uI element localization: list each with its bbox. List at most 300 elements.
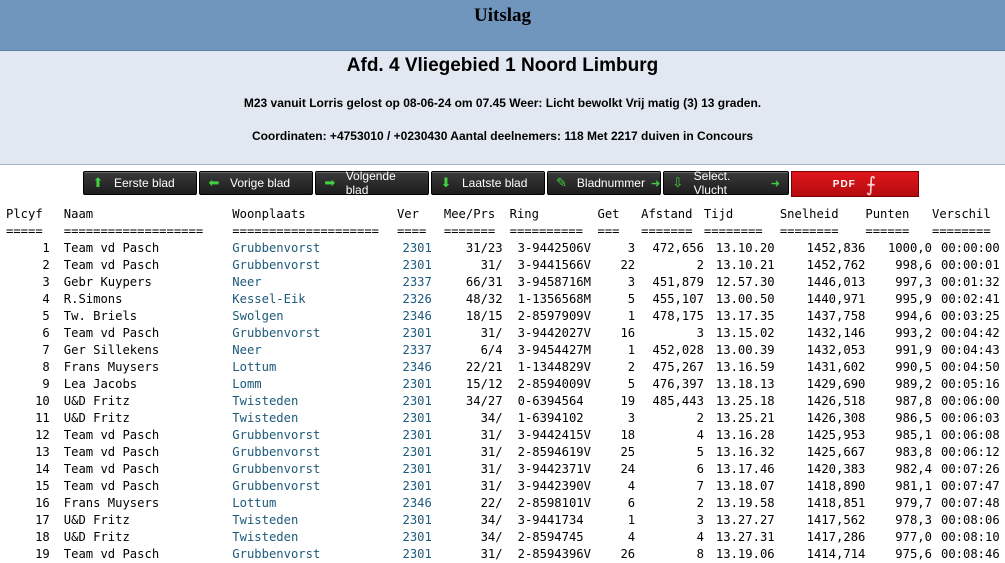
- cell-snelheid: 1432,053: [806, 343, 866, 357]
- cell-punten: 979,7: [895, 496, 932, 510]
- cell-verschil: 00:06:03: [940, 411, 1000, 425]
- cell-naam: U&D Fritz: [63, 530, 130, 544]
- cell-woonplaats[interactable]: Lottum: [232, 360, 277, 374]
- cell-tijd: 13.10.21: [715, 258, 775, 272]
- cell-plcyf: 9: [42, 377, 50, 391]
- cell-woonplaats[interactable]: Swolgen: [232, 309, 284, 323]
- cell-woonplaats[interactable]: Grubbenvorst: [232, 445, 321, 459]
- cell-ver[interactable]: 2301: [402, 394, 432, 408]
- cell-ring: 2-8594396V: [517, 547, 591, 561]
- pdf-icon: ⨍: [865, 173, 878, 196]
- cell-ver[interactable]: 2301: [402, 411, 432, 425]
- cell-punten: 977,0: [895, 530, 932, 544]
- cell-naam: R.Simons: [63, 292, 123, 306]
- cell-mee-prs: 34/27: [465, 394, 503, 408]
- cell-afstand: 485,443: [652, 394, 704, 408]
- cell-ring: 1-1356568M: [517, 292, 591, 306]
- cell-afstand: 476,397: [652, 377, 704, 391]
- cell-woonplaats[interactable]: Twisteden: [232, 513, 299, 527]
- cell-plcyf: 12: [35, 428, 50, 442]
- cell-ring: 3-9454427M: [517, 343, 591, 357]
- cell-punten: 1000,0: [887, 241, 932, 255]
- cell-woonplaats[interactable]: Grubbenvorst: [232, 479, 321, 493]
- cell-ver[interactable]: 2301: [402, 530, 432, 544]
- table-row[interactable]: [0, 546, 1005, 563]
- separator-get: ===: [597, 224, 620, 238]
- cell-ver[interactable]: 2337: [402, 343, 432, 357]
- cell-get: 5: [627, 292, 636, 306]
- last-page-label: Laatste blad: [462, 176, 528, 190]
- header-row: [0, 206, 1005, 223]
- cell-snelheid: 1417,286: [806, 530, 866, 544]
- race-info-panel: [0, 51, 1005, 165]
- cell-naam: Gebr Kuypers: [63, 275, 152, 289]
- cell-verschil: 00:07:47: [940, 479, 1000, 493]
- cell-get: 24: [620, 462, 636, 476]
- cell-punten: 986,5: [895, 411, 932, 425]
- pdf-button[interactable]: [791, 171, 919, 197]
- table-row[interactable]: [0, 495, 1005, 512]
- cell-plcyf: 16: [35, 496, 50, 510]
- cell-get: 18: [620, 428, 636, 442]
- cell-get: 19: [620, 394, 636, 408]
- cell-snelheid: 1452,762: [806, 258, 866, 272]
- cell-get: 16: [620, 326, 636, 340]
- table-row[interactable]: [0, 410, 1005, 427]
- wrench-icon: ✎: [556, 175, 567, 190]
- cell-punten: 997,3: [895, 275, 932, 289]
- cell-snelheid: 1437,758: [806, 309, 866, 323]
- cell-ring: 3-9442371V: [517, 462, 591, 476]
- page-number-label: Bladnummer: [576, 176, 645, 190]
- col-header-mee-prs: Mee/Prs: [443, 207, 496, 221]
- cell-snelheid: 1452,836: [806, 241, 866, 255]
- cell-verschil: 00:01:32: [940, 275, 1000, 289]
- cell-woonplaats[interactable]: Grubbenvorst: [232, 326, 321, 340]
- cell-afstand: 3: [696, 326, 704, 340]
- separator-snelheid: ========: [779, 224, 839, 238]
- race-heading: Afd. 4 Vliegebied 1 Noord Limburg: [346, 55, 659, 76]
- cell-mee-prs: 34/: [480, 513, 503, 527]
- cell-verschil: 00:02:41: [940, 292, 1000, 306]
- cell-plcyf: 17: [35, 513, 50, 527]
- cell-tijd: 13.19.06: [715, 547, 775, 561]
- col-header-ring: Ring: [509, 207, 539, 221]
- cell-tijd: 13.15.02: [715, 326, 775, 340]
- cell-get: 6: [627, 496, 636, 510]
- cell-plcyf: 14: [35, 462, 50, 476]
- cell-get: 25: [620, 445, 636, 459]
- cell-punten: 975,6: [895, 547, 932, 561]
- cell-naam: U&D Fritz: [63, 411, 130, 425]
- cell-snelheid: 1418,851: [806, 496, 866, 510]
- cell-verschil: 00:06:12: [940, 445, 1000, 459]
- cell-get: 1: [627, 309, 636, 323]
- arrow-down-icon: ⬇: [440, 175, 452, 190]
- pdf-label: PDF: [832, 178, 856, 190]
- cell-ring: 3-9442415V: [517, 428, 591, 442]
- cell-ver[interactable]: 2346: [402, 496, 432, 510]
- table-row[interactable]: [0, 291, 1005, 308]
- cell-woonplaats[interactable]: Twisteden: [232, 411, 299, 425]
- cell-get: 3: [627, 411, 636, 425]
- cell-ver[interactable]: 2337: [402, 275, 432, 289]
- cell-tijd: 13.25.18: [715, 394, 775, 408]
- table-row[interactable]: [0, 342, 1005, 359]
- separator-afstand: =======: [641, 224, 693, 238]
- col-header-afstand: Afstand: [641, 207, 693, 221]
- cell-afstand: 4: [696, 428, 704, 442]
- cell-afstand: 455,107: [652, 292, 704, 306]
- cell-mee-prs: 6/4: [480, 343, 503, 357]
- arrow-right-icon: ➡: [324, 175, 336, 190]
- cell-punten: 989,2: [895, 377, 932, 391]
- cell-naam: Team vd Pasch: [63, 479, 160, 493]
- table-row[interactable]: [0, 427, 1005, 444]
- separator-ring: ==========: [509, 224, 583, 238]
- arrow-up-icon: ⬆: [92, 175, 104, 190]
- cell-punten: 978,3: [895, 513, 932, 527]
- cell-snelheid: 1426,308: [806, 411, 866, 425]
- cell-snelheid: 1425,953: [806, 428, 866, 442]
- cell-snelheid: 1418,890: [806, 479, 866, 493]
- cell-plcyf: 5: [42, 309, 50, 323]
- cell-get: 4: [627, 530, 636, 544]
- cell-mee-prs: 31/23: [465, 241, 503, 255]
- cell-naam: Team vd Pasch: [63, 241, 160, 255]
- cell-woonplaats[interactable]: Grubbenvorst: [232, 462, 321, 476]
- cell-ring: 2-8594619V: [517, 445, 591, 459]
- cell-punten: 981,1: [895, 479, 932, 493]
- cell-naam: Tw. Briels: [63, 309, 138, 323]
- cell-ver[interactable]: 2301: [402, 445, 432, 459]
- cell-afstand: 3: [696, 513, 704, 527]
- cell-verschil: 00:08:06: [940, 513, 1000, 527]
- cell-woonplaats[interactable]: Lomm: [232, 377, 262, 391]
- cell-punten: 985,1: [895, 428, 932, 442]
- cell-tijd: 13.19.58: [715, 496, 775, 510]
- separator-punten: ======: [865, 224, 910, 238]
- cell-naam: Team vd Pasch: [63, 547, 160, 561]
- cell-get: 22: [620, 258, 636, 272]
- cell-naam: Frans Muysers: [63, 360, 160, 374]
- table-row[interactable]: [0, 274, 1005, 291]
- cell-woonplaats[interactable]: Grubbenvorst: [232, 547, 321, 561]
- cell-ver[interactable]: 2301: [402, 462, 432, 476]
- arrow-left-icon: ⬅: [208, 175, 220, 190]
- separator-ver: ====: [396, 224, 427, 238]
- cell-tijd: 13.18.13: [715, 377, 775, 391]
- cell-get: 2: [627, 360, 636, 374]
- cell-afstand: 4: [696, 530, 704, 544]
- cell-woonplaats[interactable]: Grubbenvorst: [232, 428, 321, 442]
- cell-woonplaats[interactable]: Neer: [232, 275, 262, 289]
- select-flight-label: Select. Vlucht: [693, 169, 731, 197]
- cell-tijd: 13.16.59: [715, 360, 775, 374]
- cell-punten: 994,6: [895, 309, 932, 323]
- cell-tijd: 13.27.31: [715, 530, 775, 544]
- cell-mee-prs: 34/: [480, 530, 503, 544]
- cell-afstand: 451,879: [652, 275, 704, 289]
- cell-punten: 983,8: [895, 445, 932, 459]
- cell-plcyf: 3: [42, 275, 50, 289]
- arrow-right-small-icon: ➜: [770, 177, 780, 190]
- last-page-button[interactable]: [431, 171, 545, 195]
- cell-woonplaats[interactable]: Twisteden: [232, 530, 299, 544]
- cell-naam: Lea Jacobs: [63, 377, 138, 391]
- cell-naam: Team vd Pasch: [63, 462, 160, 476]
- cell-snelheid: 1429,690: [806, 377, 866, 391]
- cell-ring: 1-1344829V: [517, 360, 591, 374]
- cell-plcyf: 7: [42, 343, 50, 357]
- col-header-plcyf: Plcyf: [6, 207, 43, 221]
- cell-mee-prs: 31/: [480, 547, 503, 561]
- cell-tijd: 13.16.32: [715, 445, 775, 459]
- table-row[interactable]: [0, 240, 1005, 257]
- cell-ring: 3-9458716M: [517, 275, 591, 289]
- cell-ring: 3-9441566V: [517, 258, 591, 272]
- cell-get: 3: [627, 275, 636, 289]
- cell-ring: 3-9441734: [517, 513, 584, 527]
- cell-mee-prs: 15/12: [465, 377, 503, 391]
- separator-naam: ===================: [63, 224, 204, 238]
- col-header-get: Get: [597, 207, 620, 221]
- table-row[interactable]: [0, 512, 1005, 529]
- table-row[interactable]: [0, 325, 1005, 342]
- cell-plcyf: 15: [35, 479, 50, 493]
- prev-page-button[interactable]: [199, 171, 313, 195]
- title-bar: [0, 0, 1005, 51]
- table-row[interactable]: [0, 257, 1005, 274]
- cell-ring: 2-8594745: [517, 530, 584, 544]
- cell-ring: 2-8598101V: [517, 496, 591, 510]
- cell-snelheid: 1417,562: [806, 513, 866, 527]
- cell-verschil: 00:04:50: [940, 360, 1000, 374]
- next-page-label: Volgende blad: [345, 169, 396, 197]
- cell-verschil: 00:04:43: [940, 343, 1000, 357]
- cell-mee-prs: 34/: [480, 411, 503, 425]
- cell-tijd: 13.16.28: [715, 428, 775, 442]
- cell-snelheid: 1425,667: [806, 445, 866, 459]
- separator-plcyf: =====: [6, 224, 43, 238]
- results-body: [0, 240, 1005, 563]
- col-header-woonplaats: Woonplaats: [232, 207, 306, 221]
- cell-afstand: 478,175: [652, 309, 704, 323]
- cell-ver[interactable]: 2346: [402, 309, 432, 323]
- cell-afstand: 8: [696, 547, 704, 561]
- table-row[interactable]: [0, 529, 1005, 546]
- cell-verschil: 00:08:10: [940, 530, 1000, 544]
- cell-afstand: 472,656: [652, 241, 704, 255]
- cell-ring: 2-8594009V: [517, 377, 591, 391]
- arrow-right-small-icon: ➜: [650, 177, 661, 190]
- cell-verschil: 00:04:42: [940, 326, 1000, 340]
- col-header-punten: Punten: [865, 207, 910, 221]
- cell-afstand: 6: [696, 462, 704, 476]
- cell-mee-prs: 31/: [480, 258, 503, 272]
- cell-mee-prs: 31/: [480, 462, 503, 476]
- cell-afstand: 475,267: [652, 360, 704, 374]
- cell-ver[interactable]: 2301: [402, 241, 432, 255]
- cell-snelheid: 1431,602: [806, 360, 866, 374]
- cell-snelheid: 1414,714: [806, 547, 866, 561]
- cell-ver[interactable]: 2301: [402, 377, 432, 391]
- cell-afstand: 2: [696, 411, 704, 425]
- cell-snelheid: 1426,518: [806, 394, 866, 408]
- cell-get: 26: [620, 547, 636, 561]
- cell-get: 1: [627, 343, 636, 357]
- cell-plcyf: 1: [42, 241, 50, 255]
- cell-naam: U&D Fritz: [63, 394, 130, 408]
- cell-naam: U&D Fritz: [63, 513, 130, 527]
- results-table: [0, 206, 1005, 563]
- cell-tijd: 13.00.50: [715, 292, 775, 306]
- cell-naam: Team vd Pasch: [63, 445, 160, 459]
- cell-get: 5: [627, 377, 636, 391]
- cell-verschil: 00:07:48: [940, 496, 1000, 510]
- cell-verschil: 00:07:26: [940, 462, 1000, 476]
- col-header-verschil: Verschil: [931, 207, 991, 221]
- cell-tijd: 13.25.21: [715, 411, 775, 425]
- cell-ver[interactable]: 2301: [402, 479, 432, 493]
- cell-tijd: 13.27.27: [715, 513, 775, 527]
- cell-snelheid: 1420,383: [806, 462, 866, 476]
- cell-ring: 1-6394102: [517, 411, 584, 425]
- cell-punten: 991,9: [895, 343, 932, 357]
- cell-tijd: 13.00.39: [715, 343, 775, 357]
- cell-naam: Frans Muysers: [63, 496, 160, 510]
- col-header-tijd: Tijd: [703, 207, 734, 221]
- cell-verschil: 00:00:01: [940, 258, 1000, 272]
- col-header-snelheid: Snelheid: [779, 207, 839, 221]
- cell-tijd: 13.18.07: [715, 479, 775, 493]
- download-icon: ⇩: [672, 175, 684, 190]
- cell-punten: 990,5: [895, 360, 932, 374]
- separator-row: [0, 223, 1005, 240]
- table-row[interactable]: [0, 359, 1005, 376]
- cell-ver[interactable]: 2301: [402, 513, 432, 527]
- separator-tijd: ========: [703, 224, 763, 238]
- col-header-naam: Naam: [63, 207, 94, 221]
- cell-ver[interactable]: 2301: [402, 547, 432, 561]
- cell-get: 1: [627, 513, 636, 527]
- page-title: Uitslag: [474, 5, 531, 26]
- cell-punten: 993,2: [895, 326, 932, 340]
- cell-afstand: 5: [696, 445, 704, 459]
- cell-plcyf: 11: [35, 411, 50, 425]
- cell-plcyf: 13: [35, 445, 50, 459]
- release-info: M23 vanuit Lorris gelost op 08-06-24 om 07.45 Weer: Licht bewolkt Vrij matig (3) 13 graden.: [243, 96, 762, 110]
- table-row[interactable]: [0, 478, 1005, 495]
- separator-verschil: ========: [931, 224, 991, 238]
- cell-plcyf: 18: [35, 530, 50, 544]
- table-row[interactable]: [0, 461, 1005, 478]
- cell-ring: 3-9442390V: [517, 479, 591, 493]
- page-navigation: [83, 171, 919, 197]
- cell-snelheid: 1446,013: [806, 275, 866, 289]
- cell-mee-prs: 31/: [480, 326, 503, 340]
- cell-woonplaats[interactable]: Lottum: [232, 496, 277, 510]
- cell-woonplaats[interactable]: Twisteden: [232, 394, 299, 408]
- first-page-button[interactable]: [83, 171, 197, 195]
- cell-verschil: 00:06:08: [940, 428, 1000, 442]
- cell-plcyf: 19: [35, 547, 50, 561]
- cell-verschil: 00:08:46: [940, 547, 1000, 561]
- cell-naam: Team vd Pasch: [63, 326, 160, 340]
- cell-afstand: 452,028: [652, 343, 704, 357]
- cell-verschil: 00:05:16: [940, 377, 1000, 391]
- coordinates-info: Coordinaten: +4753010 / +0230430 Aantal deelnemers: 118 Met 2217 duiven in Concours: [251, 129, 754, 143]
- cell-afstand: 2: [696, 258, 704, 272]
- separator-woonplaats: ====================: [232, 224, 380, 238]
- cell-punten: 995,9: [895, 292, 932, 306]
- cell-punten: 982,4: [895, 462, 932, 476]
- cell-mee-prs: 22/: [480, 496, 503, 510]
- cell-snelheid: 1432,146: [806, 326, 866, 340]
- prev-page-label: Vorige blad: [230, 176, 291, 190]
- col-header-ver: Ver: [396, 207, 419, 221]
- table-row[interactable]: [0, 308, 1005, 325]
- cell-mee-prs: 31/: [480, 479, 503, 493]
- cell-ring: 3-9442506V: [517, 241, 591, 255]
- cell-ver[interactable]: 2301: [402, 258, 432, 272]
- cell-tijd: 13.10.20: [715, 241, 775, 255]
- cell-mee-prs: 22/21: [465, 360, 503, 374]
- separator-mee-prs: =======: [443, 224, 496, 238]
- cell-woonplaats[interactable]: Kessel-Eik: [232, 292, 306, 306]
- cell-afstand: 7: [696, 479, 704, 493]
- cell-tijd: 13.17.35: [715, 309, 775, 323]
- cell-naam: Ger Sillekens: [63, 343, 160, 357]
- cell-ver[interactable]: 2346: [402, 360, 432, 374]
- cell-verschil: 00:03:25: [940, 309, 1000, 323]
- select-flight-button[interactable]: [663, 171, 789, 195]
- cell-plcyf: 10: [35, 394, 50, 408]
- cell-plcyf: 2: [42, 258, 50, 272]
- cell-verschil: 00:00:00: [940, 241, 1000, 255]
- cell-punten: 998,6: [895, 258, 932, 272]
- table-row[interactable]: [0, 393, 1005, 410]
- cell-ver[interactable]: 2326: [402, 292, 432, 306]
- page-number-button[interactable]: [547, 171, 661, 195]
- cell-ver[interactable]: 2301: [402, 428, 432, 442]
- cell-woonplaats[interactable]: Grubbenvorst: [232, 241, 321, 255]
- cell-ring: 2-8597909V: [517, 309, 591, 323]
- cell-punten: 987,8: [895, 394, 932, 408]
- cell-plcyf: 4: [42, 292, 50, 306]
- cell-woonplaats[interactable]: Neer: [232, 343, 262, 357]
- cell-tijd: 12.57.30: [715, 275, 775, 289]
- cell-naam: Team vd Pasch: [63, 258, 160, 272]
- cell-ring: 3-9442027V: [517, 326, 591, 340]
- first-page-label: Eerste blad: [114, 176, 175, 190]
- cell-mee-prs: 18/15: [465, 309, 503, 323]
- next-page-button[interactable]: [315, 171, 429, 195]
- table-row[interactable]: [0, 444, 1005, 461]
- cell-plcyf: 8: [42, 360, 50, 374]
- cell-tijd: 13.17.46: [715, 462, 775, 476]
- cell-mee-prs: 31/: [480, 445, 503, 459]
- cell-get: 3: [627, 241, 636, 255]
- cell-ring: 0-6394564: [517, 394, 584, 408]
- cell-mee-prs: 48/32: [465, 292, 503, 306]
- cell-woonplaats[interactable]: Grubbenvorst: [232, 258, 321, 272]
- table-row[interactable]: [0, 376, 1005, 393]
- cell-get: 4: [627, 479, 636, 493]
- cell-ver[interactable]: 2301: [402, 326, 432, 340]
- cell-naam: Team vd Pasch: [63, 428, 160, 442]
- cell-verschil: 00:06:00: [940, 394, 1000, 408]
